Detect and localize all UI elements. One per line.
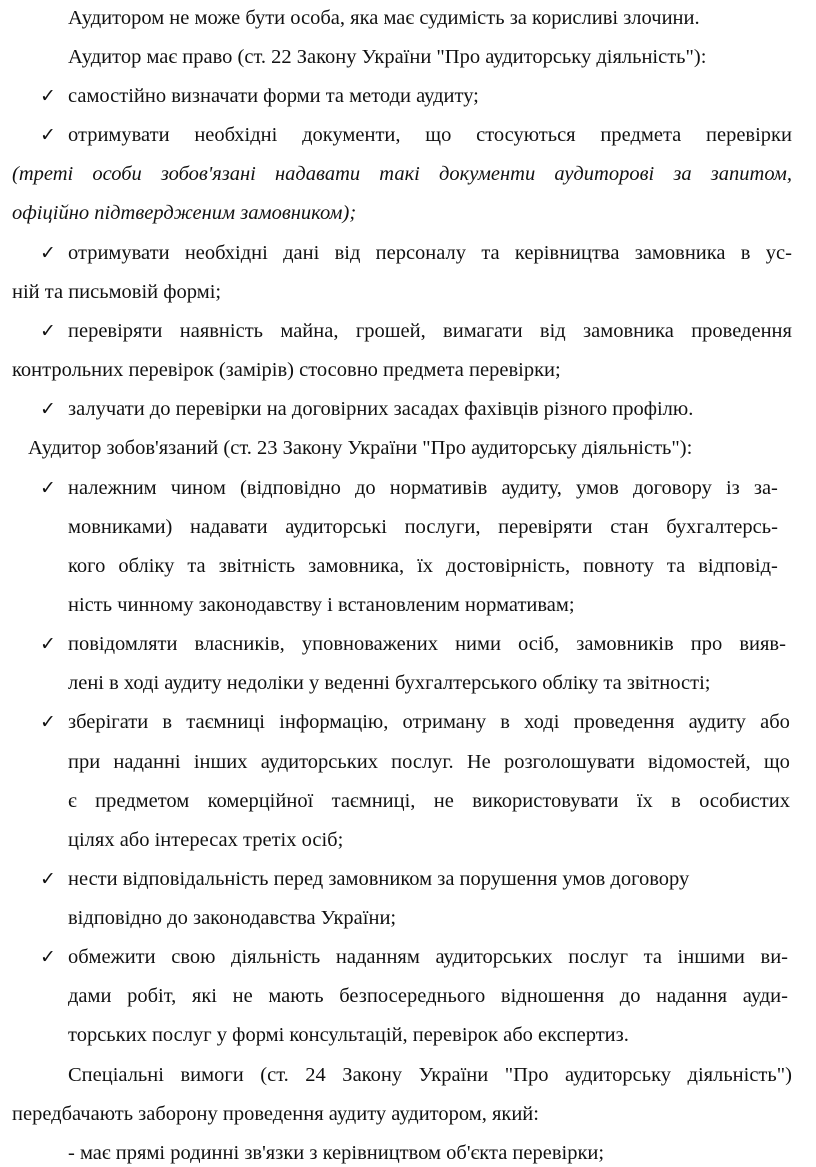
- duties-item-5-line-3: торських послуг у формі консультацій, перевірок або експертиз.: [68, 1024, 629, 1046]
- paragraph-conviction: Аудитором не може бути особа, яка має судимість за корисливі злочини.: [68, 7, 700, 29]
- duties-item-1-line-4: ність чинному законодавству і встановленим нормативам;: [68, 594, 575, 616]
- checkmark-icon: ✓: [40, 85, 56, 107]
- duties-item-3-line-1: зберігати в таємниці інформацію, отриману в ході проведення аудиту або: [68, 711, 790, 733]
- paragraph-special-line-2: передбачають заборону проведення аудиту аудитором, який:: [12, 1103, 539, 1125]
- duties-item-4-line-1: нести відповідальність перед замовником за порушення умов договору: [68, 868, 690, 890]
- paragraph-special-line-1: Спеціальні вимоги (ст. 24 Закону України "Про аудиторську діяльність"): [68, 1064, 792, 1086]
- duties-item-5-line-1: обмежити свою діяльність наданням аудиторських послуг та іншими ви-: [68, 946, 788, 968]
- paragraph-rights-intro: Аудитор має право (ст. 22 Закону України "Про аудиторську діяльність"):: [68, 46, 707, 68]
- checkmark-icon: ✓: [40, 868, 56, 890]
- duties-item-2-line-2: лені в ході аудиту недоліки у веденні бухгалтерського обліку та звітності;: [68, 672, 711, 694]
- paragraph-duties-intro: Аудитор зобов'язаний (ст. 23 Закону України "Про аудиторську діяльність"):: [28, 437, 693, 459]
- duties-item-5-line-2: дами робіт, які не мають безпосереднього відношення до надання ауди-: [68, 985, 788, 1007]
- rights-item-2-line-1: отримувати необхідні документи, що стосуються предмета перевірки: [68, 124, 792, 146]
- duties-item-4-line-2: відповідно до законодавства України;: [68, 907, 397, 929]
- duties-item-1-line-1: належним чином (відповідно до нормативів аудиту, умов договору із за-: [68, 477, 778, 499]
- rights-item-4-line-1: перевіряти наявність майна, грошей, вимагати від замовника проведення: [68, 320, 792, 342]
- checkmark-icon: ✓: [40, 398, 56, 420]
- rights-item-1-line-1: самостійно визначати форми та методи аудиту;: [68, 85, 479, 107]
- special-item-1: - має прямі родинні зв'язки з керівництвом об'єкта перевірки;: [68, 1142, 605, 1164]
- checkmark-icon: ✓: [40, 633, 56, 655]
- rights-item-4-line-2: контрольних перевірок (замірів) стосовно предмета перевірки;: [12, 359, 561, 381]
- rights-item-2-note-line-2: офіційно підтвердженим замовником);: [12, 202, 357, 224]
- duties-item-1-line-2: мовниками) надавати аудиторські послуги, перевіряти стан бухгалтерсь-: [68, 516, 778, 538]
- rights-item-5-line-1: залучати до перевірки на договірних засадах фахівців різного профілю.: [68, 398, 694, 420]
- duties-item-3-line-2: при наданні інших аудиторських послуг. Не розголошувати відомостей, що: [68, 751, 790, 773]
- checkmark-icon: ✓: [40, 320, 56, 342]
- checkmark-icon: ✓: [40, 124, 56, 146]
- duties-item-2-line-1: повідомляти власників, уповноважених ними осіб, замовників про вияв-: [68, 633, 786, 655]
- checkmark-icon: ✓: [40, 242, 56, 264]
- checkmark-icon: ✓: [40, 946, 56, 968]
- rights-item-3-line-2: ній та письмовій формі;: [12, 281, 222, 303]
- checkmark-icon: ✓: [40, 711, 56, 733]
- rights-item-3-line-1: отримувати необхідні дані від персоналу та керівництва замовника в ус-: [68, 242, 792, 264]
- rights-item-2-note-line-1: (треті особи зобов'язані надавати такі документи аудиторові за запитом,: [12, 163, 792, 185]
- duties-item-1-line-3: кого обліку та звітність замовника, їх достовірність, повноту та відповід-: [68, 555, 778, 577]
- duties-item-3-line-4: цілях або інтересах третіх осіб;: [68, 829, 344, 851]
- duties-item-3-line-3: є предметом комерційної таємниці, не використовувати їх в особистих: [68, 790, 790, 812]
- checkmark-icon: ✓: [40, 477, 56, 499]
